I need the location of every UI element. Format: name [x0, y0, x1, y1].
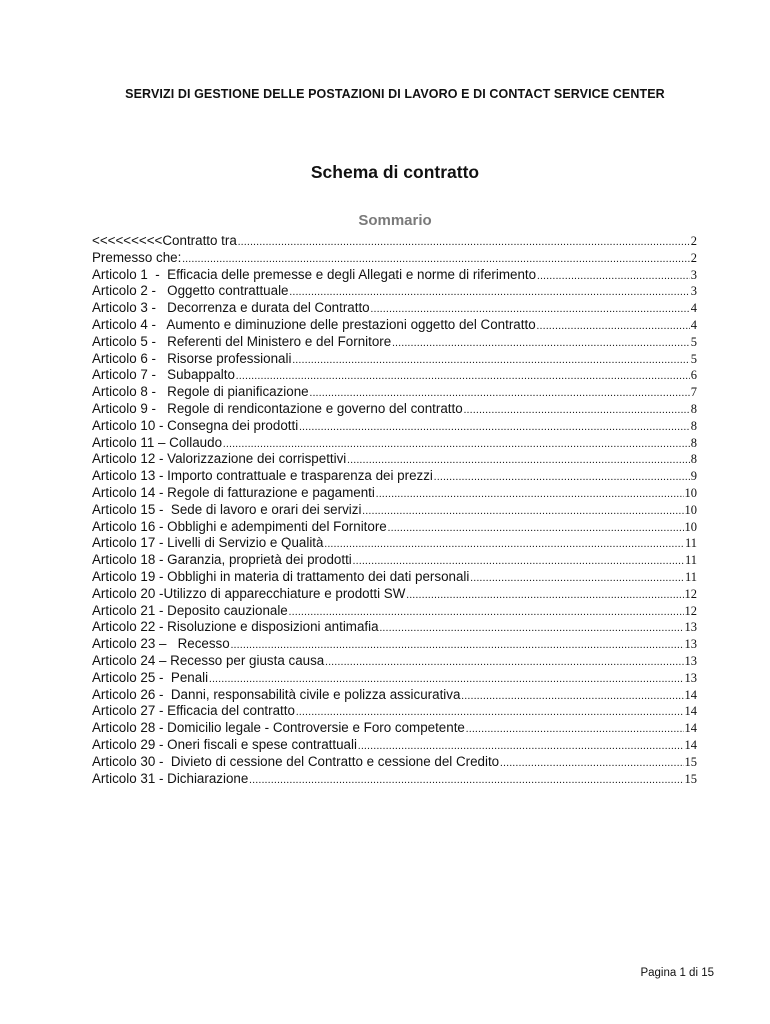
toc-entry-label: Articolo 19 - Obblighi in materia di trattamento dei dati personali — [92, 568, 470, 584]
toc-entry-label: Articolo 13 - Importo contrattuale e trasparenza dei prezzi — [92, 468, 433, 484]
toc-entry[interactable] — [92, 653, 697, 670]
toc-entry-page-number: 10 — [684, 502, 697, 517]
toc-entry-page-number: 2 — [690, 234, 697, 248]
toc-entry-label: Articolo 3 - Decorrenza e durata del Contratto — [92, 300, 370, 316]
toc-entry-page-number: 14 — [684, 721, 697, 736]
toc-dot-leader — [434, 470, 690, 487]
toc-entry[interactable] — [92, 754, 697, 771]
toc-entry[interactable] — [92, 451, 697, 468]
toc-entry-label: Articolo 7 - Subappalto — [92, 367, 235, 383]
toc-dot-leader — [292, 353, 689, 370]
toc-entry[interactable] — [92, 351, 697, 368]
toc-entry[interactable] — [92, 334, 697, 351]
toc-entry[interactable] — [92, 485, 697, 502]
toc-entry-label: Articolo 24 – Recesso per giusta causa — [92, 652, 325, 668]
toc-entry-page-number: 8 — [690, 435, 697, 450]
toc-entry-label: Articolo 14 - Regole di fatturazione e pagamenti — [92, 484, 375, 500]
toc-heading: Sommario — [358, 212, 432, 229]
toc-entry-label: Articolo 12 - Valorizzazione dei corrispettivi — [92, 451, 347, 467]
toc-entry[interactable] — [92, 435, 697, 452]
toc-dot-leader — [537, 319, 690, 336]
document-title: Schema di contratto — [310, 162, 480, 182]
toc-entry[interactable] — [92, 619, 697, 636]
toc-entry[interactable] — [92, 603, 697, 620]
toc-entry-page-number: 13 — [684, 637, 697, 652]
toc-entry-label: Articolo 11 – Collaudo — [92, 434, 223, 450]
toc-dot-leader — [380, 621, 684, 638]
toc-dot-leader — [325, 655, 683, 672]
toc-entry[interactable] — [92, 267, 697, 284]
toc-entry-page-number: 5 — [690, 351, 697, 366]
toc-dot-leader — [470, 571, 684, 588]
toc-dot-leader — [461, 689, 683, 706]
toc-entry-page-number: 8 — [690, 452, 697, 467]
toc-entry-label: Articolo 28 - Domicilio legale - Controversie e Foro competente — [92, 720, 465, 736]
toc-entry-page-number: 13 — [684, 670, 697, 685]
toc-entry-label: Articolo 23 – Recesso — [92, 636, 230, 652]
toc-entry-page-number: 7 — [690, 385, 697, 400]
toc-entry[interactable] — [92, 771, 697, 788]
toc-entry-label: Articolo 8 - Regole di pianificazione — [92, 384, 309, 400]
table-of-contents — [92, 233, 697, 787]
toc-entry-label: Premesso che: — [92, 249, 182, 265]
toc-entry[interactable] — [92, 401, 697, 418]
toc-entry[interactable] — [92, 703, 697, 720]
toc-entry-page-number: 10 — [684, 485, 697, 500]
toc-entry[interactable] — [92, 250, 697, 267]
toc-entry-label: Articolo 4 - Aumento e diminuzione delle prestazioni oggetto del Contratto — [92, 316, 536, 332]
toc-entry-page-number: 13 — [684, 653, 697, 668]
toc-dot-leader — [464, 403, 690, 420]
toc-entry[interactable] — [92, 670, 697, 687]
toc-entry[interactable] — [92, 502, 697, 519]
toc-entry-page-number: 11 — [684, 569, 697, 584]
toc-entry-label: Articolo 16 - Obblighi e adempimenti del Fornitore — [92, 518, 387, 534]
toc-entry-page-number: 9 — [690, 469, 697, 484]
toc-entry[interactable] — [92, 569, 697, 586]
toc-dot-leader — [299, 420, 690, 437]
toc-entry-label: Articolo 18 - Garanzia, proprietà dei prodotti — [92, 552, 352, 568]
toc-dot-leader — [238, 235, 690, 252]
toc-entry-label: Articolo 2 - Oggetto contrattuale — [92, 283, 289, 299]
toc-entry-page-number: 4 — [690, 317, 697, 332]
toc-entry[interactable] — [92, 418, 697, 435]
toc-entry[interactable] — [92, 552, 697, 569]
toc-entry[interactable] — [92, 468, 697, 485]
toc-entry-page-number: 8 — [690, 401, 697, 416]
toc-entry-page-number: 15 — [684, 771, 697, 786]
toc-entry[interactable] — [92, 300, 697, 317]
toc-entry-label: Articolo 26 - Danni, responsabilità civile e polizza assicurativa — [92, 686, 461, 702]
toc-entry[interactable] — [92, 317, 697, 334]
toc-entry[interactable] — [92, 636, 697, 653]
toc-entry-page-number: 2 — [690, 250, 697, 265]
toc-entry-page-number: 4 — [690, 301, 697, 316]
toc-dot-leader — [388, 521, 684, 538]
toc-entry-page-number: 12 — [684, 603, 697, 618]
toc-entry[interactable] — [92, 233, 697, 250]
toc-entry-label: Articolo 31 - Dichiarazione — [92, 770, 249, 786]
toc-dot-leader — [376, 487, 684, 504]
toc-entry-label: Articolo 17 - Livelli di Servizio e Qualità — [92, 535, 324, 551]
toc-entry-page-number: 14 — [684, 687, 697, 702]
toc-dot-leader — [249, 773, 683, 790]
toc-entry-label: Articolo 6 - Risorse professionali — [92, 350, 292, 366]
toc-entry[interactable] — [92, 737, 697, 754]
toc-entry[interactable] — [92, 586, 697, 603]
toc-entry-label: Articolo 20 -Utilizzo di apparecchiature e prodotti SW — [92, 585, 406, 601]
toc-dot-leader — [392, 336, 690, 353]
toc-entry-page-number: 3 — [690, 284, 697, 299]
document-header-title: SERVIZI DI GESTIONE DELLE POSTAZIONI DI LAVORO E DI CONTACT SERVICE CENTER — [125, 87, 665, 101]
toc-dot-leader — [500, 756, 683, 773]
toc-dot-leader — [324, 537, 683, 554]
toc-entry[interactable] — [92, 384, 697, 401]
page-number-footer: Pagina 1 di 15 — [640, 967, 714, 979]
toc-entry-page-number: 11 — [684, 536, 697, 551]
toc-dot-leader — [362, 504, 683, 521]
toc-entry-page-number: 11 — [684, 553, 697, 568]
toc-entry-label: Articolo 22 - Risoluzione e disposizioni antimafia — [92, 619, 379, 635]
toc-entry[interactable] — [92, 720, 697, 737]
toc-entry-page-number: 12 — [684, 586, 697, 601]
toc-entry-page-number: 5 — [690, 334, 697, 349]
toc-entry[interactable] — [92, 687, 697, 704]
toc-entry-page-number: 10 — [684, 519, 697, 534]
toc-entry-page-number: 3 — [690, 267, 697, 282]
toc-entry[interactable] — [92, 367, 697, 384]
toc-entry[interactable] — [92, 519, 697, 536]
toc-dot-leader — [466, 722, 684, 739]
toc-entry-label: Articolo 21 - Deposito cauzionale — [92, 602, 288, 618]
toc-entry-page-number: 14 — [684, 737, 697, 752]
toc-entry[interactable] — [92, 535, 697, 552]
toc-entry-page-number: 8 — [690, 418, 697, 433]
toc-entry-label: Articolo 5 - Referenti del Ministero e del Fornitore — [92, 333, 392, 349]
toc-entry-label: Articolo 30 - Divieto di cessione del Contratto e cessione del Credito — [92, 753, 500, 769]
toc-entry-label: <<<<<<<<<Contratto tra — [92, 233, 237, 248]
toc-entry-page-number: 15 — [684, 754, 697, 769]
toc-dot-leader — [406, 588, 683, 605]
toc-entry-label: Articolo 9 - Regole di rendicontazione e governo del contratto — [92, 400, 463, 416]
toc-entry-label: Articolo 27 - Efficacia del contratto — [92, 703, 295, 719]
toc-entry-page-number: 14 — [684, 704, 697, 719]
toc-dot-leader — [537, 269, 690, 286]
toc-entry-label: Articolo 25 - Penali — [92, 669, 209, 685]
toc-entry-label: Articolo 29 - Oneri fiscali e spese contrattuali — [92, 736, 357, 752]
toc-entry-label: Articolo 1 - Efficacia delle premesse e degli Allegati e norme di riferimento — [92, 266, 537, 282]
toc-entry-label: Articolo 15 - Sede di lavoro e orari dei servizi — [92, 501, 362, 517]
toc-entry-page-number: 6 — [690, 368, 697, 383]
toc-entry[interactable] — [92, 283, 697, 300]
toc-entry-page-number: 13 — [684, 620, 697, 635]
toc-entry-label: Articolo 10 - Consegna dei prodotti — [92, 417, 299, 433]
